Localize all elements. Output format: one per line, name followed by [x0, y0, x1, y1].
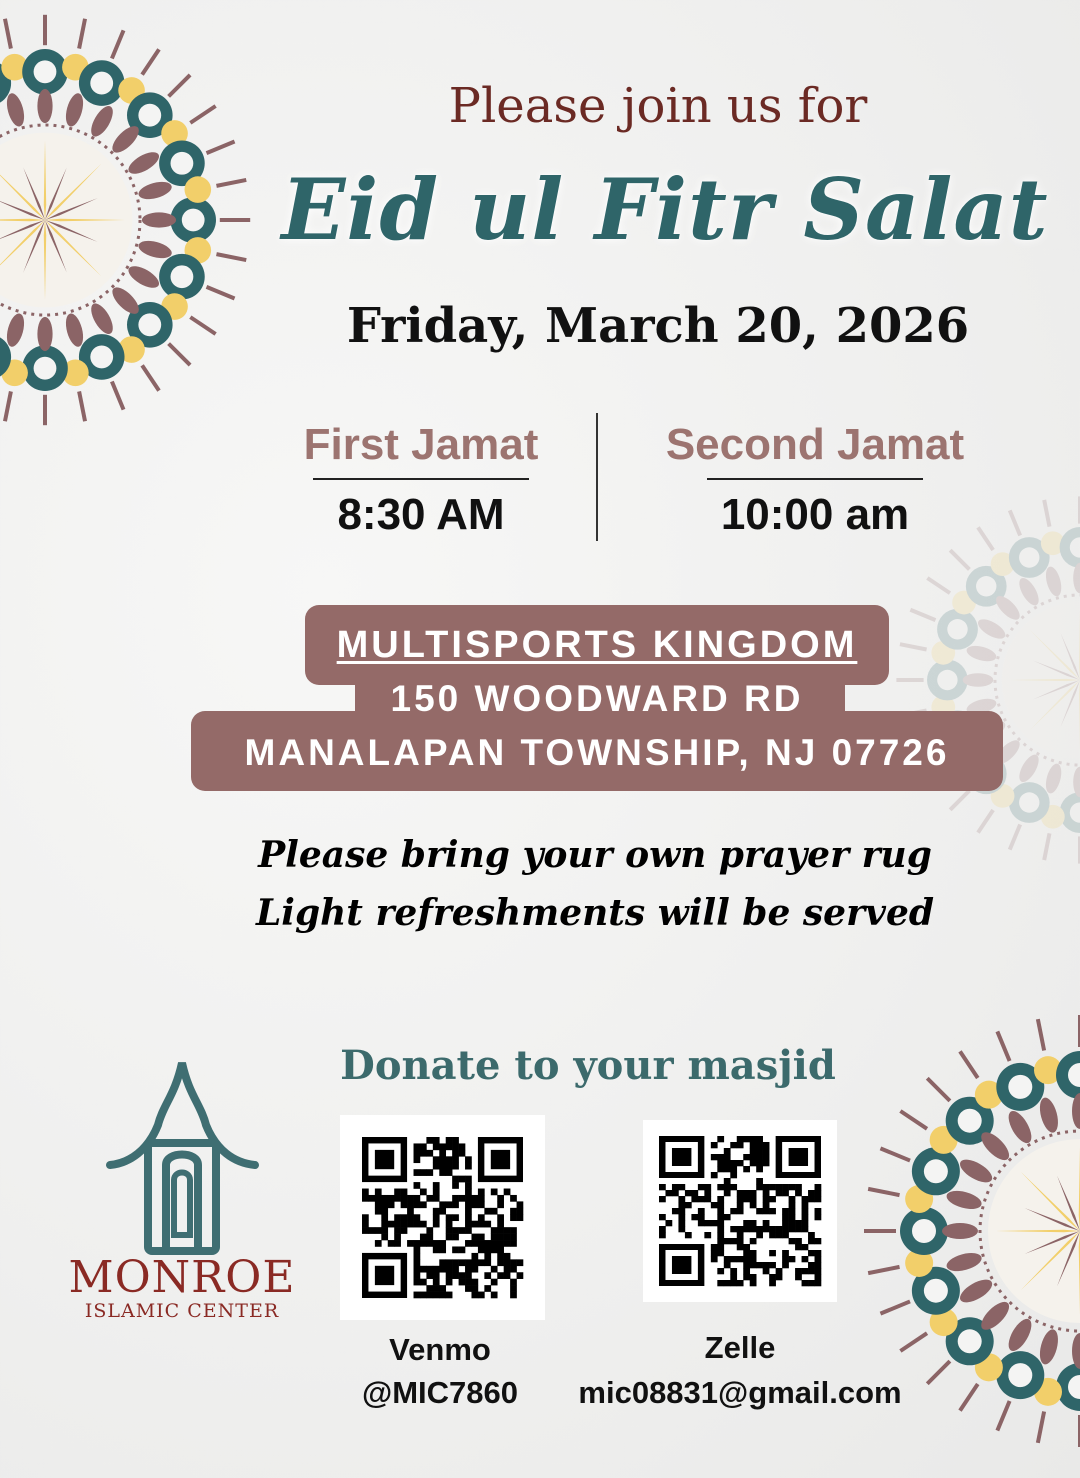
donate-heading: Donate to your masjid [340, 1042, 836, 1089]
event-date: Friday, March 20, 2026 [346, 298, 970, 354]
first-jamat [280, 420, 562, 540]
mandala-top-left-decoration [0, 0, 260, 500]
second-jamat-time: 10:00 am [720, 490, 910, 539]
event-title: Eid ul Fitr Salat [281, 160, 1049, 259]
second-jamat [640, 420, 990, 540]
venmo-label: Venmo [389, 1332, 491, 1367]
second-jamat-label: Second Jamat [665, 420, 965, 469]
logo-name: MONROE [68, 1252, 296, 1303]
zelle-label: Zelle [704, 1330, 776, 1365]
qr-code-icon[interactable] [340, 1115, 545, 1320]
qr-code-icon[interactable] [643, 1120, 837, 1302]
zelle-email[interactable]: mic08831@gmail.com [578, 1375, 902, 1410]
venmo-qr-card[interactable] [340, 1115, 545, 1320]
venue-street: 150 WOODWARD RD [390, 678, 804, 719]
zelle-qr-card[interactable] [643, 1120, 837, 1302]
logo-subtitle: ISLAMIC CENTER [84, 1300, 280, 1322]
venue-name[interactable]: MULTISPORTS KINGDOM [336, 624, 858, 666]
first-jamat-label: First Jamat [303, 420, 539, 469]
jamat-divider [596, 413, 598, 541]
note-refreshments: Light refreshments will be served [255, 892, 935, 934]
mosque-dome-icon [100, 1055, 265, 1255]
note-prayer-rug: Please bring your own prayer rug [258, 834, 932, 876]
venmo-handle[interactable]: @MIC7860 [361, 1375, 518, 1410]
intro-text: Please join us for [448, 78, 868, 134]
first-jamat-underline [313, 478, 529, 480]
first-jamat-time: 8:30 AM [337, 490, 505, 539]
venue-city: MANALAPAN TOWNSHIP, NJ 07726 [244, 732, 950, 773]
second-jamat-underline [707, 478, 923, 480]
